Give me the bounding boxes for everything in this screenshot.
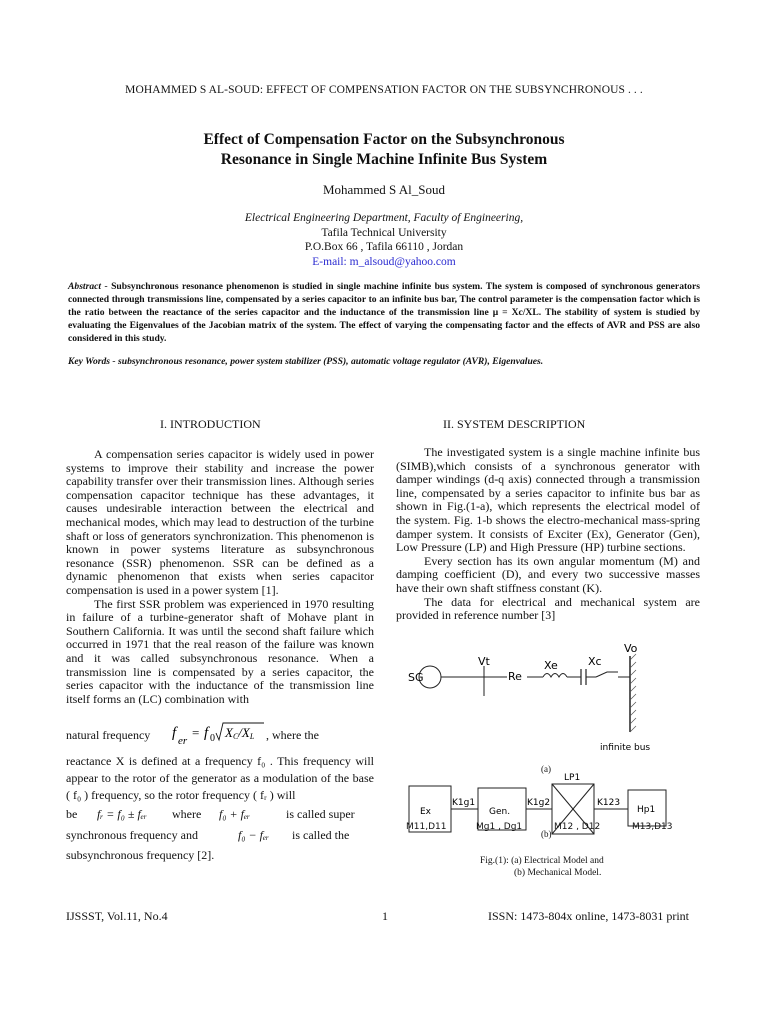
m11-label: M11,D11 — [406, 822, 447, 832]
intro-paragraph-1: A compensation series capacitor is widely used in power systems to improve their stability and increase the power capability transfer over their transmission lines. Although series compensation capacitor technique has these advantages, it causes undesirable interaction between the electrical and mechanical modes, which may lead to destruction of the turbine shaft or loss of generators synchronization. This phenomenon is known in power systems literature as subsynchronous resonance (SSR) phenomenon. SSR can be defined as a dynamic phenomenon that exists when series capacitor compensation is used in a power system [1]. — [66, 447, 374, 597]
bus-hatching — [630, 654, 636, 732]
address: P.O.Box 66 , Tafila 66110 , Jordan — [304, 241, 464, 253]
re-label: Re — [508, 670, 522, 683]
m12-label: M12 , D12 — [554, 822, 601, 832]
sub-sync-line — [66, 822, 374, 846]
exciter-label: Ex — [420, 807, 432, 817]
abstract-text: Subsynchronous resonance phenomenon is studied in single machine infinite bus system. The system is composed of synchronous generators connected through transmissions line, compensated by a series capacitor to an infinite bus bar, The control parameter is the compensation factor which is the ratio between the reactance of the series capacitor and the inductance of the transmission line μ = Xc/XL. The stability of system is studied by evaluating the Eigenvalues of the Jacobian matrix of the system. The effect of varying the compensating factor and the effects of AVR and PSS are also considered in this study. — [68, 281, 700, 345]
university: Tafila Technical University — [321, 226, 447, 239]
formula-xc-xl: XC/XL — [225, 725, 255, 741]
system-paragraph-2: Every section has its own angular momentum (M) and damping coefficient (D), and every two successive masses have their own shaft stiffness constant (K). — [396, 553, 700, 595]
formula-er: er — [178, 735, 188, 747]
section-1-heading: I. INTRODUCTION — [160, 417, 261, 431]
k123-label: K123 — [597, 798, 621, 808]
natural-frequency-formula — [170, 720, 266, 748]
system-paragraph-1: The investigated system is a single machine infinite bus (SIMB),which consists of a synchronous generator with damper windings (d-q axis) connected through a transmission line, compensated by a series capacitor to infinite bus bar as shown in Fig.(1-a), which represents the electrical model of the system. Fig. 1-b shows the electro-mechanical mass-spring damper system. It consists of Exciter (Ex), Generator (Gen), Low Pressure (LP) and High Pressure (HP) turbine sections. — [396, 445, 700, 555]
natural-frequency-text: natural frequency — [66, 728, 151, 742]
formula-zero: 0 — [210, 733, 215, 744]
natural-frequency-where: , where the — [266, 728, 319, 742]
inductor-icon — [543, 674, 567, 678]
abstract-label: Abstract - — [68, 281, 108, 292]
email-link[interactable]: E-mail: m_alsoud@yahoo.com — [312, 255, 456, 268]
sub-sync-last-line: subsynchronous frequency [2]. — [66, 848, 215, 862]
lp-label: LP1 — [564, 773, 581, 783]
where-word: where — [172, 807, 202, 821]
vo-label: Vo — [624, 642, 638, 655]
rotor-frequency-formula: fᵣ = f₀ ± fₑᵣ — [97, 807, 147, 821]
sub-sync-formula: f₀ − fₑᵣ — [238, 828, 270, 842]
reactance-paragraph: reactance X is defined at a frequency f₀ . This frequency will appear to the rotor of the generator as a modulation of the base ( f₀ ) frequency, so the rotor frequency ( fᵣ ) will — [66, 754, 374, 802]
paper-title — [0, 130, 768, 170]
switch-icon — [596, 672, 618, 677]
generator-label: Gen. — [489, 807, 511, 817]
mg1-label: Mg1 , Dg1 — [476, 822, 523, 832]
called-super-text: is called super — [286, 807, 355, 821]
abstract — [68, 280, 700, 345]
be-word: be — [66, 807, 78, 821]
synchronous-frequency-text: synchronous frequency and — [66, 828, 198, 842]
k1g2-label: K1g2 — [527, 798, 551, 808]
title-line-1: Effect of Compensation Factor on the Subsynchronous — [203, 131, 565, 148]
electrical-model-diagram — [396, 640, 708, 752]
keywords: Key Words - subsynchronous resonance, power system stabilizer (PSS), automatic voltage regulator (AVR), Eigenvalues. — [68, 356, 544, 367]
formula-f: f — [172, 725, 177, 741]
m13-label: M13,D13 — [632, 822, 673, 832]
department: Electrical Engineering Department, Faculty of Engineering, — [244, 212, 524, 224]
running-header: MOHAMMED S AL-SOUD: EFFECT OF COMPENSATION FACTOR ON THE SUBSYNCHRONOUS . . . — [125, 84, 643, 96]
section-2-heading: II. SYSTEM DESCRIPTION — [443, 417, 586, 431]
affiliation — [0, 211, 768, 269]
formula-eq: = — [192, 725, 200, 740]
intro-column — [66, 448, 374, 706]
footer-journal: IJSSST, Vol.11, No.4 — [66, 909, 168, 923]
infinite-bus-label: infinite bus — [600, 743, 651, 752]
footer-page-number: 1 — [382, 909, 388, 923]
sg-label: SG — [408, 671, 424, 684]
intro-paragraph-2: The first SSR problem was experienced in 1970 resulting in failure of a turbine-generator shaft of Mohave plant in Southern California. It was until the second shaft failure which occurred in 1971 that the real reason of the failure was known and it was called subsynchronous resonance. When a transmission line is compensated by a series capacitor, the series capacitor with the inductance of the transmission line itself forms an (LC) combination with — [66, 596, 374, 706]
figure-caption-line-1: Fig.(1): (a) Electrical Model and — [480, 856, 604, 866]
figure-b-label: (b) — [541, 829, 552, 839]
super-sync-formula: f₀ + fₑᵣ — [219, 807, 251, 821]
author: Mohammed S Al_Soud — [322, 182, 446, 197]
vt-label: Vt — [478, 655, 490, 668]
k1g1-label: K1g1 — [452, 798, 476, 808]
is-called-text: is called the — [292, 828, 350, 842]
natural-frequency-line — [66, 720, 374, 748]
hp-label: Hp1 — [637, 805, 656, 815]
title-line-2: Resonance in Single Machine Infinite Bus System — [220, 151, 548, 168]
footer-issn: ISSN: 1473-804x online, 1473-8031 print — [488, 909, 689, 923]
figure-a-label: (a) — [541, 764, 551, 774]
mechanical-parameters — [404, 818, 704, 838]
system-description-column — [396, 446, 700, 623]
xe-label: Xe — [544, 659, 558, 672]
formula-f0: f — [204, 725, 209, 741]
system-paragraph-3: The data for electrical and mechanical system are provided in reference number [3] — [396, 594, 700, 623]
figure-caption-line-2: (b) Mechanical Model. — [514, 868, 602, 878]
xc-label: Xc — [588, 655, 602, 668]
